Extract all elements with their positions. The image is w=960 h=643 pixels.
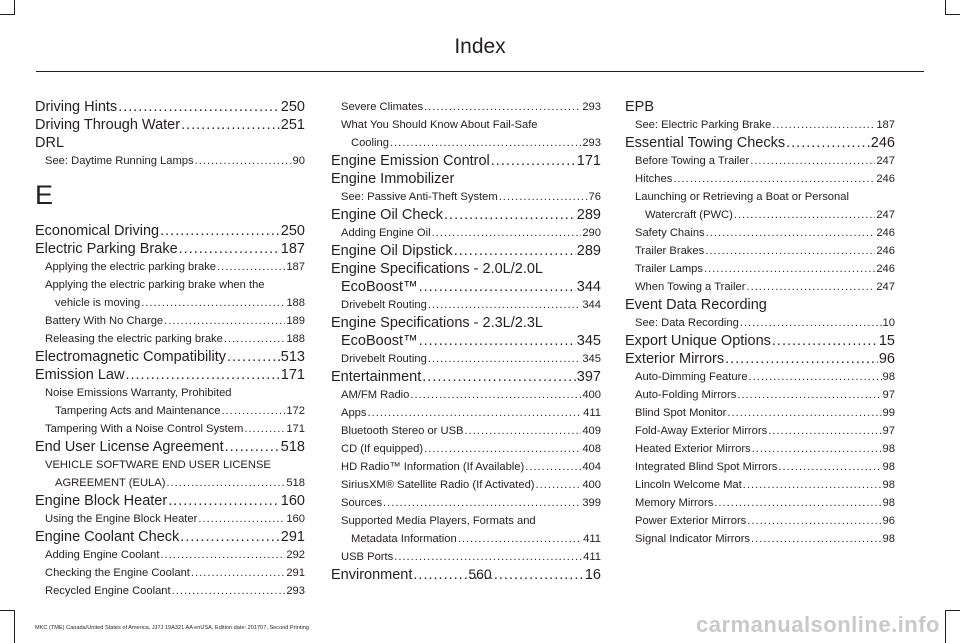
- entry-text-continued: Metadata Information: [351, 533, 457, 545]
- entry-page-number: 404: [582, 461, 601, 473]
- entry-text-continued: AGREEMENT (EULA): [55, 477, 166, 489]
- index-entry: [331, 332, 601, 350]
- entry-page-number: 345: [582, 353, 601, 365]
- entry-text: Export Unique Options: [625, 333, 771, 349]
- dot-leader: [410, 386, 581, 404]
- entry-text: Tampering With a Noise Control System: [45, 423, 244, 435]
- entry-page-number: 98: [882, 461, 895, 473]
- dot-leader: [160, 222, 280, 240]
- entry-page-number: 98: [882, 497, 895, 509]
- index-entry: [625, 458, 895, 476]
- entry-page-number: 513: [280, 349, 305, 365]
- dot-leader: [179, 240, 280, 258]
- entry-text: CD (If equipped): [341, 443, 424, 455]
- entry-page-number: 289: [576, 207, 601, 223]
- page-title: Index: [454, 35, 506, 58]
- dot-leader: [704, 260, 875, 278]
- index-entry: [625, 260, 895, 278]
- entry-text-continued: EcoBoost™: [341, 333, 418, 349]
- dot-leader: [743, 476, 882, 494]
- dot-leader: [118, 98, 280, 116]
- dot-leader: [673, 170, 875, 188]
- dot-leader: [428, 296, 582, 314]
- page-number: 560: [468, 566, 492, 582]
- index-entry: [331, 296, 601, 314]
- entry-page-number: 251: [280, 117, 305, 133]
- entry-page-number: 246: [876, 263, 895, 275]
- entry-text: See: Data Recording: [635, 317, 739, 329]
- entry-page-number: 250: [280, 99, 305, 115]
- entry-text: Trailer Brakes: [635, 245, 705, 257]
- dot-leader: [705, 242, 875, 260]
- entry-text: Releasing the electric parking brake: [45, 333, 223, 345]
- dot-leader: [752, 440, 882, 458]
- entry-page-number: 247: [876, 209, 895, 221]
- dot-leader: [181, 116, 280, 134]
- dot-leader: [198, 510, 285, 528]
- index-entry-first-line: Supported Media Players, Formats and: [341, 515, 536, 527]
- index-entry: [35, 438, 305, 456]
- index-entry: [35, 528, 305, 546]
- index-entry: [35, 420, 305, 438]
- index-entry: [331, 548, 601, 566]
- dot-leader: [419, 332, 576, 350]
- index-entry: [331, 278, 601, 296]
- index-entry: [35, 294, 305, 312]
- entry-text: Safety Chains: [635, 227, 705, 239]
- entry-text: Trailer Lamps: [635, 263, 703, 275]
- index-heading: Event Data Recording: [625, 297, 767, 313]
- dot-leader: [225, 438, 280, 456]
- index-entry: [625, 278, 895, 296]
- entry-page-number: 250: [280, 223, 305, 239]
- entry-page-number: 400: [582, 479, 601, 491]
- index-entry: [35, 152, 305, 170]
- entry-text: AM/FM Radio: [341, 389, 410, 401]
- index-entry: [35, 98, 305, 116]
- entry-text: Blind Spot Monitor: [635, 407, 727, 419]
- entry-page-number: 345: [576, 333, 601, 349]
- index-entry: [625, 314, 895, 332]
- entry-page-number: 97: [882, 389, 895, 401]
- index-column-2: [331, 98, 601, 584]
- index-entry: [625, 170, 895, 188]
- entry-page-number: 344: [576, 279, 601, 295]
- entry-text: Before Towing a Trailer: [635, 155, 750, 167]
- entry-page-number: 289: [576, 243, 601, 259]
- index-entry: [35, 546, 305, 564]
- crop-mark-top-left: [0, 0, 15, 15]
- index-entry: [625, 332, 895, 350]
- index-entry: [331, 440, 601, 458]
- index-entry: [331, 224, 601, 242]
- entry-text: Integrated Blind Spot Mirrors: [635, 461, 778, 473]
- entry-text: Emission Law: [35, 367, 125, 383]
- dot-leader: [368, 404, 583, 422]
- entry-text: Lincoln Welcome Mat: [635, 479, 742, 491]
- crop-mark-bottom-right: [945, 610, 960, 643]
- dot-leader: [536, 476, 582, 494]
- index-entry: [331, 476, 601, 494]
- dot-leader: [419, 278, 576, 296]
- index-entry: [331, 242, 601, 260]
- watermark-text: carmanualsonline.info: [696, 612, 940, 637]
- entry-text: See: Daytime Running Lamps: [45, 155, 194, 167]
- entry-page-number: 411: [583, 533, 601, 545]
- entry-text: Engine Oil Check: [331, 207, 444, 223]
- index-entry: [625, 224, 895, 242]
- index-entry: [625, 440, 895, 458]
- entry-page-number: 171: [286, 423, 305, 435]
- entry-page-number: 293: [582, 137, 601, 149]
- entry-text: Electromagnetic Compatibility: [35, 349, 226, 365]
- entry-text: Applying the electric parking brake: [45, 261, 217, 273]
- entry-text: When Towing a Trailer: [635, 281, 746, 293]
- index-entry: [35, 240, 305, 258]
- entry-text-continued: vehicle is moving: [55, 297, 141, 309]
- index-entry: [331, 458, 601, 476]
- dot-leader: [458, 530, 582, 548]
- index-entry-first-line: Engine Specifications - 2.3L/2.3L: [331, 315, 543, 331]
- entry-text: Environment: [331, 567, 413, 583]
- crop-mark-top-right: [945, 0, 960, 15]
- entry-text: Economical Driving: [35, 223, 160, 239]
- entry-page-number: 246: [876, 245, 895, 257]
- entry-page-number: 97: [882, 425, 895, 437]
- entry-page-number: 98: [882, 533, 895, 545]
- entry-text: Electric Parking Brake: [35, 241, 178, 257]
- entry-text: Severe Climates: [341, 101, 424, 113]
- entry-text: Engine Block Heater: [35, 493, 168, 509]
- index-entry: [625, 386, 895, 404]
- index-entry: [35, 582, 305, 600]
- index-entry: [35, 258, 305, 276]
- dot-leader: [168, 492, 280, 510]
- entry-page-number: 399: [582, 497, 601, 509]
- dot-leader: [725, 350, 878, 368]
- entry-text: Using the Engine Block Heater: [45, 513, 198, 525]
- entry-text: Battery With No Charge: [45, 315, 164, 327]
- dot-leader: [125, 366, 279, 384]
- entry-text: USB Ports: [341, 551, 394, 563]
- footer-edition-line: MKC (TME) Canada/United States of America, JJ7J 19A321 AA enUSA, Edition date: 201707, Second Printing: [35, 625, 309, 631]
- dot-leader: [772, 116, 875, 134]
- entry-page-number: 98: [882, 443, 895, 455]
- entry-page-number: 409: [582, 425, 601, 437]
- entry-text: Power Exterior Mirrors: [635, 515, 747, 527]
- index-heading: Engine Immobilizer: [331, 171, 455, 187]
- index-entry: [331, 494, 601, 512]
- entry-text: Checking the Engine Coolant: [45, 567, 190, 579]
- entry-page-number: 292: [286, 549, 305, 561]
- entry-page-number: 99: [882, 407, 895, 419]
- index-heading: DRL: [35, 135, 65, 151]
- dot-leader: [525, 458, 581, 476]
- index-entry: [35, 222, 305, 240]
- index-entry: [331, 206, 601, 224]
- index-entry: [625, 116, 895, 134]
- dot-leader: [217, 258, 285, 276]
- entry-text: Hitches: [635, 173, 673, 185]
- dot-leader: [499, 188, 588, 206]
- entry-page-number: 171: [280, 367, 305, 383]
- index-entry: [625, 476, 895, 494]
- entry-text: Fold-Away Exterior Mirrors: [635, 425, 768, 437]
- entry-page-number: 246: [870, 135, 895, 151]
- index-entry: [625, 242, 895, 260]
- index-column-3: [625, 98, 895, 548]
- entry-text-continued: Cooling: [351, 137, 389, 149]
- entry-page-number: 246: [876, 227, 895, 239]
- dot-leader: [172, 582, 286, 600]
- dot-leader: [714, 494, 881, 512]
- entry-page-number: 397: [576, 369, 601, 385]
- entry-page-number: 187: [876, 119, 895, 131]
- index-entry-first-line: Engine Specifications - 2.0L/2.0L: [331, 261, 543, 277]
- entry-text: See: Electric Parking Brake: [635, 119, 772, 131]
- entry-text: Adding Engine Coolant: [45, 549, 160, 561]
- dot-leader: [740, 314, 882, 332]
- entry-page-number: 96: [882, 515, 895, 527]
- dot-leader: [424, 440, 581, 458]
- index-entry: [331, 98, 601, 116]
- entry-text: Essential Towing Checks: [625, 135, 786, 151]
- dot-leader: [424, 98, 581, 116]
- entry-page-number: 160: [280, 493, 305, 509]
- entry-text-continued: Watercraft (PWC): [645, 209, 733, 221]
- dot-leader: [768, 422, 881, 440]
- entry-text: HD Radio™ Information (If Available): [341, 461, 525, 473]
- index-entry-first-line: Noise Emissions Warranty, Prohibited: [45, 387, 232, 399]
- entry-text: Drivebelt Routing: [341, 299, 427, 311]
- entry-page-number: 188: [286, 333, 305, 345]
- dot-leader: [747, 512, 881, 530]
- dot-leader: [432, 224, 582, 242]
- dot-leader: [491, 152, 576, 170]
- entry-page-number: 187: [286, 261, 305, 273]
- dot-leader: [221, 402, 285, 420]
- entry-page-number: 400: [582, 389, 601, 401]
- entry-page-number: 171: [576, 153, 601, 169]
- index-entry: [625, 134, 895, 152]
- entry-page-number: 247: [876, 281, 895, 293]
- entry-text: Drivebelt Routing: [341, 353, 427, 365]
- entry-page-number: 76: [588, 191, 601, 203]
- index-entry: [35, 474, 305, 492]
- index-entry: [625, 512, 895, 530]
- index-entry: [35, 348, 305, 366]
- dot-leader: [390, 134, 581, 152]
- dot-leader: [746, 278, 875, 296]
- entry-page-number: 247: [876, 155, 895, 167]
- index-entry: [625, 206, 895, 224]
- entry-page-number: 293: [286, 585, 305, 597]
- index-entry: [625, 422, 895, 440]
- header-divider: [36, 71, 924, 72]
- index-entry: [331, 386, 601, 404]
- dot-leader: [706, 224, 876, 242]
- dot-leader: [750, 152, 875, 170]
- dot-leader: [772, 332, 878, 350]
- entry-page-number: 189: [286, 315, 305, 327]
- index-entry: [331, 152, 601, 170]
- entry-text: Driving Through Water: [35, 117, 181, 133]
- dot-leader: [195, 152, 292, 170]
- index-entry: [35, 492, 305, 510]
- entry-page-number: 96: [878, 351, 895, 367]
- index-entry: [625, 404, 895, 422]
- entry-page-number: 160: [286, 513, 305, 525]
- index-entry: [35, 312, 305, 330]
- index-entry-first-line: Applying the electric parking brake when the: [45, 279, 265, 291]
- entry-page-number: 291: [280, 529, 305, 545]
- dot-leader: [244, 420, 285, 438]
- entry-text: Signal Indicator Mirrors: [635, 533, 751, 545]
- dot-leader: [444, 206, 576, 224]
- index-entry: [331, 368, 601, 386]
- entry-page-number: 16: [584, 567, 601, 583]
- index-heading: EPB: [625, 99, 655, 115]
- dot-leader: [383, 494, 581, 512]
- entry-text: End User License Agreement: [35, 439, 224, 455]
- entry-page-number: 10: [882, 317, 895, 329]
- entry-page-number: 15: [878, 333, 895, 349]
- index-entry: [331, 350, 601, 368]
- entry-text: Sources: [341, 497, 383, 509]
- entry-page-number: 291: [286, 567, 305, 579]
- dot-leader: [422, 368, 576, 386]
- index-entry: [331, 530, 601, 548]
- dot-leader: [454, 242, 576, 260]
- index-column-1: [35, 98, 305, 600]
- entry-page-number: 293: [582, 101, 601, 113]
- index-entry-first-line: Launching or Retrieving a Boat or Personal: [635, 191, 849, 203]
- entry-text: Entertainment: [331, 369, 422, 385]
- index-entry-first-line: What You Should Know About Fail-Safe: [341, 119, 538, 131]
- dot-leader: [778, 458, 881, 476]
- entry-text: SiriusXM® Satellite Radio (If Activated): [341, 479, 535, 491]
- index-entry: [331, 134, 601, 152]
- dot-leader: [227, 348, 280, 366]
- entry-text: Auto-Folding Mirrors: [635, 389, 737, 401]
- entry-page-number: 411: [583, 551, 601, 563]
- entry-page-number: 344: [582, 299, 601, 311]
- index-entry-first-line: VEHICLE SOFTWARE END USER LICENSE: [45, 459, 271, 471]
- entry-page-number: 518: [280, 439, 305, 455]
- dot-leader: [141, 294, 285, 312]
- entry-page-number: 411: [583, 407, 601, 419]
- entry-text: Auto-Dimming Feature: [635, 371, 748, 383]
- dot-leader: [394, 548, 582, 566]
- entry-text: Bluetooth Stereo or USB: [341, 425, 464, 437]
- entry-text-continued: Tampering Acts and Maintenance: [55, 405, 221, 417]
- entry-page-number: 172: [286, 405, 305, 417]
- dot-leader: [160, 546, 285, 564]
- dot-leader: [224, 330, 285, 348]
- index-entry: [35, 116, 305, 134]
- index-entry: [35, 330, 305, 348]
- index-entry: [625, 152, 895, 170]
- index-entry: [35, 402, 305, 420]
- entry-text: Engine Emission Control: [331, 153, 490, 169]
- index-entry: [625, 350, 895, 368]
- entry-text: Recycled Engine Coolant: [45, 585, 171, 597]
- entry-text-continued: EcoBoost™: [341, 279, 418, 295]
- entry-text: Engine Oil Dipstick: [331, 243, 453, 259]
- dot-leader: [166, 474, 285, 492]
- entry-page-number: 98: [882, 371, 895, 383]
- dot-leader: [727, 404, 881, 422]
- dot-leader: [749, 368, 882, 386]
- entry-text: Driving Hints: [35, 99, 118, 115]
- section-letter: E: [35, 180, 54, 210]
- entry-page-number: 290: [582, 227, 601, 239]
- index-entry: [625, 368, 895, 386]
- index-entry: [331, 404, 601, 422]
- entry-page-number: 408: [582, 443, 601, 455]
- entry-page-number: 246: [876, 173, 895, 185]
- entry-text: Engine Coolant Check: [35, 529, 180, 545]
- dot-leader: [465, 422, 582, 440]
- index-entry: [35, 510, 305, 528]
- entry-text: See: Passive Anti-Theft System: [341, 191, 498, 203]
- index-entry: [625, 494, 895, 512]
- dot-leader: [751, 530, 882, 548]
- entry-text: Exterior Mirrors: [625, 351, 725, 367]
- dot-leader: [786, 134, 870, 152]
- entry-text: Apps: [341, 407, 367, 419]
- entry-page-number: 98: [882, 479, 895, 491]
- index-entry: [331, 188, 601, 206]
- entry-page-number: 518: [286, 477, 305, 489]
- entry-page-number: 90: [292, 155, 305, 167]
- dot-leader: [428, 350, 582, 368]
- entry-text: Memory Mirrors: [635, 497, 714, 509]
- dot-leader: [180, 528, 280, 546]
- dot-leader: [737, 386, 881, 404]
- index-entry: [625, 530, 895, 548]
- dot-leader: [164, 312, 285, 330]
- entry-text: Heated Exterior Mirrors: [635, 443, 751, 455]
- dot-leader: [734, 206, 875, 224]
- index-entry: [35, 366, 305, 384]
- index-entry: [331, 422, 601, 440]
- entry-page-number: 188: [286, 297, 305, 309]
- entry-page-number: 187: [280, 241, 305, 257]
- entry-text: Adding Engine Oil: [341, 227, 431, 239]
- crop-mark-bottom-left: [0, 610, 15, 643]
